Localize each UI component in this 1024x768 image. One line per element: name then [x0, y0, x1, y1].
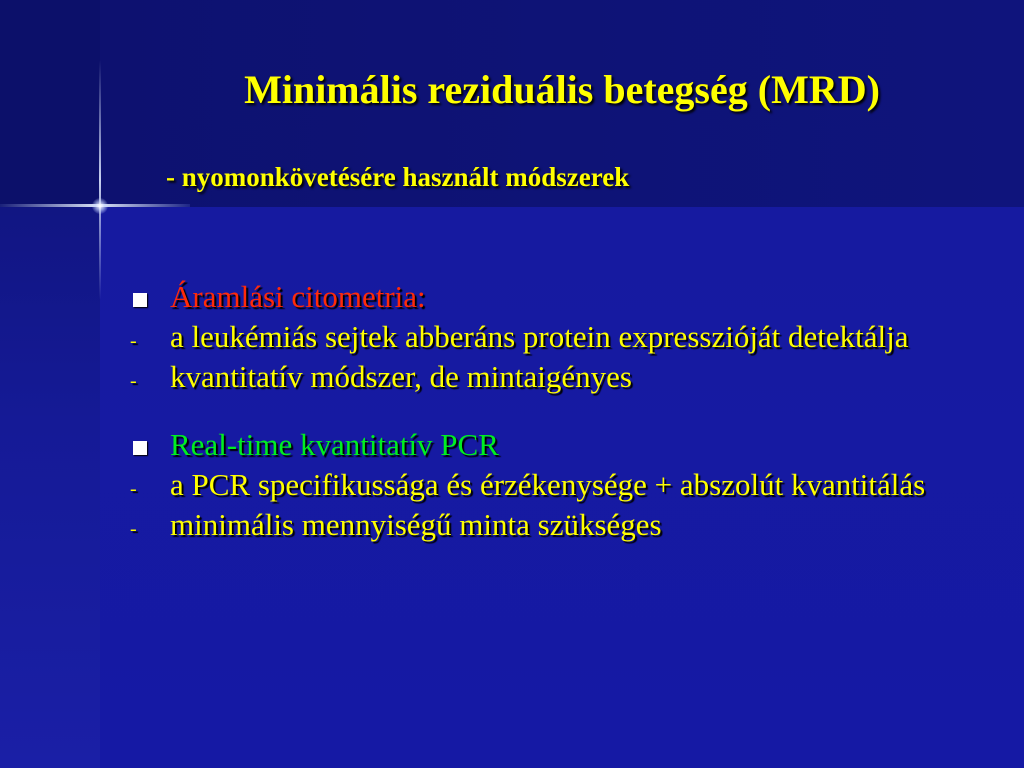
background-corner: [0, 0, 100, 207]
list-item-text: kvantitatív módszer, de mintaigényes: [170, 359, 632, 394]
dash-bullet: -: [130, 518, 137, 540]
sparkle-icon: [92, 198, 108, 214]
dash-bullet: -: [130, 478, 137, 500]
section-heading-text: Real-time kvantitatív PCR: [170, 427, 499, 462]
section-heading-flow-cytometry: [128, 280, 998, 314]
list-item-text: minimális mennyiségű minta szükséges: [170, 507, 662, 542]
list-item: [128, 320, 998, 354]
square-bullet-icon: [128, 280, 170, 314]
dash-bullet: -: [130, 330, 137, 352]
list-item-text: a leukémiás sejtek abberáns protein expresszióját detektálja: [170, 319, 909, 354]
list-item: [128, 508, 998, 542]
dash-bullet: -: [130, 370, 137, 392]
slide-title: Minimális reziduális betegség (MRD): [244, 67, 880, 112]
list-item: [128, 360, 998, 394]
list-item: [128, 468, 998, 502]
slide-subtitle: - nyomonkövetésére használt módszerek: [166, 162, 630, 192]
section-heading-text: Áramlási citometria:: [170, 279, 426, 314]
slide-content: [128, 280, 998, 542]
section-heading-qpcr: [128, 428, 998, 462]
square-bullet-icon: [128, 428, 170, 462]
section-spacer: [128, 394, 998, 428]
list-item-text: a PCR specifikussága és érzékenysége + abszolút kvantitálás: [170, 467, 926, 502]
